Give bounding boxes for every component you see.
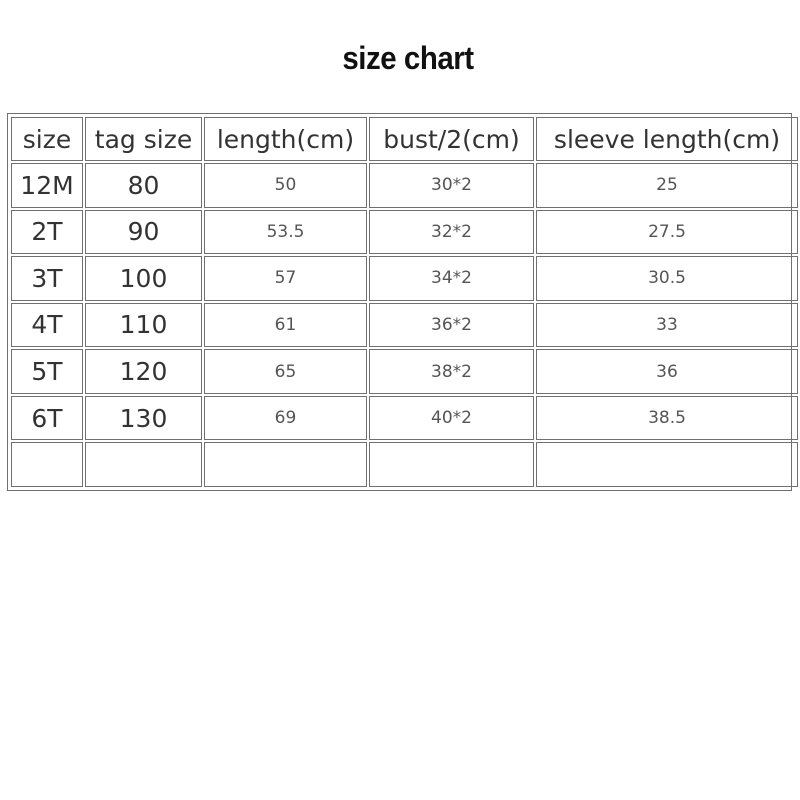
cell-bust: 32*2 [369,210,534,255]
header-tag-size: tag size [85,117,202,161]
cell-bust: 36*2 [369,303,534,348]
cell-length: 69 [204,396,367,441]
table-row-empty [11,442,798,487]
cell-size: 6T [11,396,83,441]
cell-sleeve-length: 38.5 [536,396,798,441]
cell-size [11,442,83,487]
cell-bust: 40*2 [369,396,534,441]
cell-tag-size [85,442,202,487]
table-row [11,163,798,208]
cell-bust: 34*2 [369,256,534,301]
cell-tag-size: 120 [85,349,202,394]
cell-size: 12M [11,163,83,208]
table-row [11,303,798,348]
page-title: size chart [342,40,474,76]
cell-bust: 30*2 [369,163,534,208]
cell-sleeve-length [536,442,798,487]
cell-length: 57 [204,256,367,301]
size-table [9,115,800,489]
header-bust: bust/2(cm) [369,117,534,161]
cell-tag-size: 110 [85,303,202,348]
cell-bust: 38*2 [369,349,534,394]
cell-sleeve-length: 30.5 [536,256,798,301]
table-row [11,256,798,301]
cell-sleeve-length: 33 [536,303,798,348]
cell-tag-size: 80 [85,163,202,208]
cell-length: 50 [204,163,367,208]
cell-length: 53.5 [204,210,367,255]
cell-length: 61 [204,303,367,348]
cell-sleeve-length: 27.5 [536,210,798,255]
cell-length: 65 [204,349,367,394]
size-chart-table [7,113,792,491]
cell-tag-size: 130 [85,396,202,441]
table-row [11,396,798,441]
cell-sleeve-length: 36 [536,349,798,394]
cell-tag-size: 90 [85,210,202,255]
table-header-row [11,117,798,161]
header-sleeve-length: sleeve length(cm) [536,117,798,161]
cell-size: 5T [11,349,83,394]
table-row [11,210,798,255]
cell-size: 3T [11,256,83,301]
cell-length [204,442,367,487]
cell-bust [369,442,534,487]
header-size: size [11,117,83,161]
cell-size: 4T [11,303,83,348]
cell-tag-size: 100 [85,256,202,301]
cell-sleeve-length: 25 [536,163,798,208]
table-row [11,349,798,394]
header-length: length(cm) [204,117,367,161]
cell-size: 2T [11,210,83,255]
